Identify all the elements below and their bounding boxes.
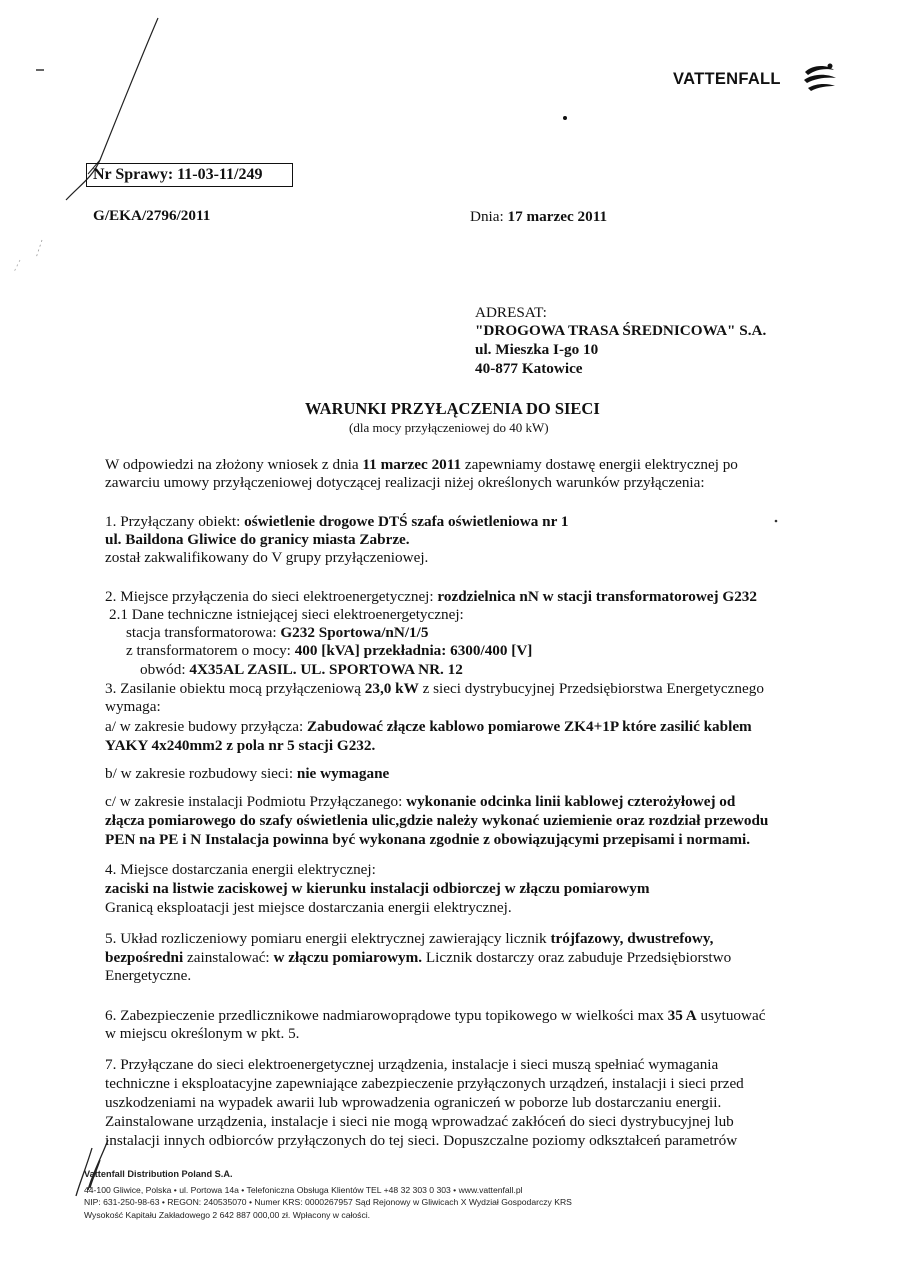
transformer-station (126, 624, 428, 642)
requirement-c-line-2: złącza pomiarowego do szafy oświetlenia ulic,gdzie należy wykonać uziemienie oraz rozdział przewodu (105, 812, 769, 829)
requirement-b-value: nie wymagane (296, 765, 390, 782)
section-2-line-1 (105, 588, 757, 606)
intro-line-1 (105, 456, 738, 474)
date-label: Dnia: (470, 208, 504, 225)
intro-line-2: zawarciu umowy przyłączeniowej dotyczącej realizacji niżej określonych warunków przyłączenia: (105, 474, 705, 491)
brand-name: VATTENFALL (673, 70, 781, 88)
meter-location: w złączu pomiarowym. (273, 949, 423, 966)
section-5-label: 5. Układ rozliczeniowy pomiaru energii elektrycznej zawierający licznik (105, 930, 551, 947)
section-6-line-1 (105, 1007, 765, 1025)
document-title: WARUNKI PRZYŁĄCZENIA DO SIECI (305, 399, 600, 418)
section-4-line-2: zaciski na listwie zaciskowej w kierunku instalacji odbiorczej w złączu pomiarowym (105, 880, 650, 897)
requirement-b-label: b/ w zakresie rozbudowy sieci: (105, 765, 297, 782)
requirement-a-line-2: YAKY 4x240mm2 z pola nr 5 stacji G232. (105, 737, 376, 754)
power-value: 400 [kVA] przekładnia: 6300/400 [V] (294, 642, 533, 659)
section-4-line-1: 4. Miejsce dostarczania energii elektrycznej: (105, 861, 376, 878)
addressee-city: 40-877 Katowice (475, 360, 583, 377)
addressee-street: ul. Mieszka I-go 10 (475, 341, 599, 358)
document-subtitle: (dla mocy przyłączeniowej do 40 kW) (349, 420, 549, 435)
station-label: stacja transformatorowa: (126, 624, 281, 641)
section-6-line-2: w miejscu określonym w pkt. 5. (105, 1025, 300, 1042)
vattenfall-wave-logo-icon (802, 60, 838, 96)
addressee-name: "DROGOWA TRASA ŚREDNICOWA" S.A. (475, 322, 767, 339)
footer-company: Vattenfall Distribution Poland S.A. (84, 1169, 233, 1179)
section-2-1-heading: 2.1 Dane techniczne istniejącej sieci elektroenergetycznej: (109, 606, 464, 623)
requirement-c-line-3: PEN na PE i N Instalacja powinna być wykonana zgodnie z obowiązującymi przepisami i normami. (105, 831, 751, 848)
section-5-line-3: Energetyczne. (105, 967, 192, 984)
section-4-line-3: Granicą eksploatacji jest miejsce dostarczania energii elektrycznej. (105, 899, 512, 916)
circuit (140, 661, 463, 679)
reference-number: G/EKA/2796/2011 (93, 207, 211, 224)
circuit-label: obwód: (140, 661, 190, 678)
connected-object: oświetlenie drogowe DTŚ szafa oświetleniowa nr 1 (244, 513, 569, 530)
section-7-line-1: 7. Przyłączane do sieci elektroenergetycznej urządzenia, instalacje i sieci muszą spełniać wymagania (105, 1056, 719, 1073)
addressee-label: ADRESAT: (475, 304, 547, 321)
section-5-text: zainstalować: (183, 949, 274, 966)
section-3-line-1 (105, 680, 764, 698)
footer-capital: Wysokość Kapitału Zakładowego 2 642 887 000,00 zł. Wpłacony w całości. (84, 1209, 371, 1220)
request-date: 11 marzec 2011 (362, 456, 462, 473)
footer (84, 1168, 572, 1221)
section-3-line-2: wymaga: (105, 698, 161, 715)
requirement-a-label: a/ w zakresie budowy przyłącza: (105, 718, 307, 735)
requirement-b (105, 765, 389, 783)
section-5-line-1 (105, 930, 713, 948)
intro-text: W odpowiedzi na złożony wniosek z dnia (105, 456, 363, 473)
circuit-value: 4X35AL ZASIL. UL. SPORTOWA NR. 12 (189, 661, 463, 678)
requirement-c-line-1 (105, 793, 735, 811)
section-1-label: 1. Przyłączany obiekt: (105, 513, 245, 530)
section-6-text: usytuować (696, 1007, 766, 1024)
requirement-a-value: Zabudować złącze kablowo pomiarowe ZK4+1P które zasilić kablem (306, 718, 752, 735)
document-date (470, 208, 607, 226)
fuse-rating: 35 A (667, 1007, 697, 1024)
meter-direct: bezpośredni (105, 949, 184, 966)
section-3-text: z sieci dystrybucyjnej Przedsiębiorstwa Energetycznego (418, 680, 764, 697)
transformer-power (126, 642, 532, 660)
meter-type: trójfazowy, dwustrefowy, (550, 930, 714, 947)
requirement-a-line-1 (105, 718, 752, 736)
section-5-text: Licznik dostarczy oraz zabuduje Przedsiębiorstwo (422, 949, 732, 966)
intro-text: zapewniamy dostawę energii elektrycznej po (461, 456, 738, 473)
case-number-box: Nr Sprawy: 11-03-11/249 (86, 163, 293, 187)
connection-power: 23,0 kW (364, 680, 419, 697)
section-7-line-5: instalacji innych odbiorców przyłączonych do tej sieci. Dopuszczalne poziomy odkształceń parametrów (105, 1132, 738, 1149)
requirement-c-value: wykonanie odcinka linii kablowej czterożyłowej od (406, 793, 736, 810)
connection-point: rozdzielnica nN w stacji transformatorowej G232 (437, 588, 757, 605)
date-value: 17 marzec 2011 (507, 208, 608, 225)
section-1-line-3: został zakwalifikowany do V grupy przyłączeniowej. (105, 549, 429, 566)
section-7-line-4: Zainstalowane urządzenia, instalacje i sieci nie mogą wprowadzać zakłóceń do sieci dystrybucyjnej lub (105, 1113, 734, 1130)
footer-address: 44-100 Gliwice, Polska • ul. Portowa 14a • Telefoniczna Obsługa Klientów TEL +48 32 303 0 303 • www.vattenfall.pl (84, 1184, 523, 1195)
section-2-label: 2. Miejsce przyłączenia do sieci elektroenergetycznej: (105, 588, 438, 605)
section-1-line-1 (105, 513, 568, 531)
footer-registration: NIP: 631-250-98-63 • REGON: 240535070 • Numer KRS: 0000267957 Sąd Rejonowy w Gliwicach X Wydział Gospodarczy KRS (84, 1197, 572, 1207)
section-5-line-2 (105, 949, 731, 967)
power-label: z transformatorem o mocy: (126, 642, 295, 659)
section-1-line-2: ul. Baildona Gliwice do granicy miasta Zabrze. (105, 531, 410, 548)
requirement-c-label: c/ w zakresie instalacji Podmiotu Przyłączanego: (105, 793, 407, 810)
section-6-label: 6. Zabezpieczenie przedlicznikowe nadmiarowoprądowe typu topikowego w wielkości max (105, 1007, 668, 1024)
station-value: G232 Sportowa/nN/1/5 (280, 624, 429, 641)
section-7-line-3: uszkodzeniami na wypadek awarii lub wprowadzenia ograniczeń w poborze lub dostarczaniu energii. (105, 1094, 722, 1111)
section-7-line-2: techniczne i eksploatacyjne zapewniające zabezpieczenie przyłączonych urządzeń, instalacji i sieci przed (105, 1075, 744, 1092)
section-3-label: 3. Zasilanie obiektu mocą przyłączeniową (105, 680, 365, 697)
